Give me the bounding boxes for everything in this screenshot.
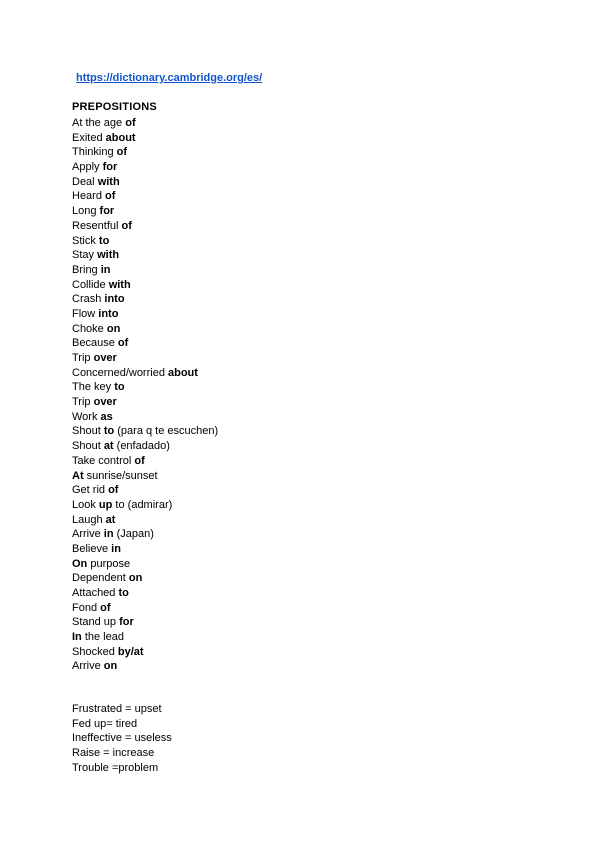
preposition-word: of — [121, 219, 132, 232]
phrase-text: Attached — [72, 587, 119, 599]
phrase-text: Arrive — [72, 660, 104, 673]
preposition-item — [72, 469, 218, 484]
preposition-word: of — [116, 146, 128, 159]
preposition-word: with — [108, 278, 131, 291]
phrase-text: (Japan) — [113, 528, 154, 541]
phrase-text: Bring — [72, 263, 101, 276]
preposition-item — [72, 204, 218, 219]
phrase-text: Work — [72, 410, 101, 423]
preposition-item — [72, 586, 218, 601]
phrase-text: the lead — [81, 631, 124, 644]
phrase-text: Shout — [72, 425, 104, 438]
phrase-text: Crash — [72, 293, 105, 306]
phrase-text: Dependent — [72, 572, 129, 585]
preposition-item — [72, 557, 218, 572]
preposition-word: to — [98, 234, 110, 247]
synonyms-list — [72, 702, 172, 775]
preposition-item — [72, 175, 218, 190]
preposition-item — [72, 234, 218, 249]
preposition-word: as — [100, 410, 113, 423]
preposition-word: up — [98, 498, 113, 511]
phrase-text: Exited — [72, 131, 106, 144]
preposition-item — [72, 307, 218, 322]
preposition-item — [72, 601, 218, 616]
preposition-word: about — [168, 366, 198, 379]
preposition-word: At — [72, 469, 84, 482]
preposition-item — [72, 160, 218, 175]
dictionary-link[interactable]: https://dictionary.cambridge.org/es/ — [76, 72, 263, 84]
phrase-text: Resentful — [72, 219, 122, 232]
preposition-word: into — [104, 293, 125, 306]
preposition-word: for — [102, 161, 118, 174]
preposition-word: on — [106, 322, 121, 335]
phrase-text: Apply — [72, 161, 103, 174]
phrase-text: Flow — [72, 307, 99, 320]
phrase-text: Thinking — [72, 146, 117, 159]
phrase-text: Fond — [72, 601, 101, 614]
preposition-item — [72, 336, 218, 351]
preposition-word: by/at — [117, 645, 144, 658]
phrase-text: At the age — [72, 117, 126, 129]
preposition-word: On — [72, 557, 88, 570]
preposition-item — [72, 351, 218, 366]
phrase-text: Get rid — [72, 484, 109, 497]
preposition-word: at — [103, 440, 114, 453]
preposition-word: In — [72, 631, 82, 644]
preposition-word: in — [103, 528, 114, 541]
preposition-item — [72, 615, 218, 630]
preposition-word: of — [100, 601, 111, 614]
preposition-item — [72, 131, 218, 146]
preposition-word: on — [103, 660, 118, 673]
preposition-item — [72, 145, 218, 160]
phrase-text: Deal — [72, 175, 98, 188]
preposition-item — [72, 263, 218, 278]
preposition-word: with — [97, 249, 120, 262]
phrase-text: to (admirar) — [112, 498, 173, 511]
phrase-text: Arrive — [72, 528, 104, 541]
phrase-text: Long — [72, 205, 100, 218]
preposition-item — [72, 571, 218, 586]
phrase-text: Shocked — [72, 645, 118, 658]
preposition-word: over — [93, 352, 117, 364]
synonym-item: Trouble =problem — [72, 761, 159, 774]
preposition-word: about — [105, 131, 136, 144]
preposition-item — [72, 292, 218, 307]
preposition-item — [72, 366, 218, 381]
preposition-item — [72, 116, 218, 131]
synonym-item: Fed up= tired — [72, 717, 138, 730]
phrase-text: Because — [72, 337, 118, 350]
preposition-word: of — [125, 117, 136, 129]
phrase-text: Concerned/worried — [72, 366, 168, 379]
preposition-word: in — [100, 263, 111, 276]
preposition-item — [72, 630, 218, 645]
preposition-item — [72, 542, 218, 557]
preposition-word: over — [93, 396, 117, 409]
preposition-item — [72, 410, 218, 425]
prepositions-list — [72, 116, 218, 674]
preposition-item — [72, 219, 218, 234]
preposition-item — [72, 498, 218, 513]
phrase-text: purpose — [87, 557, 131, 570]
phrase-text: Trip — [72, 396, 94, 409]
phrase-text: Stand up — [72, 616, 120, 629]
preposition-item — [72, 424, 218, 439]
preposition-word: of — [105, 190, 116, 203]
preposition-word: of — [108, 484, 119, 497]
preposition-item — [72, 527, 218, 542]
synonym-item: Raise = increase — [72, 747, 155, 760]
synonym-item: Ineffective = useless — [72, 732, 172, 745]
preposition-word: at — [105, 513, 116, 526]
preposition-word: in — [111, 542, 121, 555]
preposition-item — [72, 513, 218, 528]
phrase-text: Collide — [72, 278, 109, 291]
preposition-item — [72, 380, 218, 395]
preposition-item — [72, 454, 218, 469]
phrase-text: sunrise/sunset — [83, 469, 158, 482]
preposition-item — [72, 395, 218, 410]
phrase-text: Trip — [72, 352, 94, 364]
preposition-word: of — [134, 454, 145, 467]
preposition-word: on — [128, 572, 143, 585]
phrase-text: Heard — [72, 190, 106, 203]
phrase-text: The key — [72, 381, 115, 394]
phrase-text: Believe — [72, 542, 112, 555]
preposition-word: for — [119, 616, 134, 629]
preposition-item — [72, 278, 218, 293]
phrase-text: Shout — [72, 440, 104, 453]
preposition-word: to — [114, 381, 125, 394]
preposition-word: to — [103, 425, 115, 438]
preposition-item — [72, 483, 218, 498]
preposition-item — [72, 659, 218, 674]
preposition-word: with — [97, 175, 120, 188]
preposition-item — [72, 645, 218, 660]
prepositions-heading: PREPOSITIONS — [72, 101, 157, 113]
preposition-word: into — [98, 307, 119, 320]
preposition-item — [72, 439, 218, 454]
preposition-word: of — [117, 337, 129, 350]
phrase-text: Look — [72, 498, 99, 511]
phrase-text: Laugh — [72, 513, 106, 526]
phrase-text: (para q te escuchen) — [114, 425, 219, 438]
preposition-item — [72, 322, 218, 337]
phrase-text: Take control — [72, 454, 135, 467]
phrase-text: Choke — [72, 322, 107, 335]
preposition-item — [72, 248, 218, 263]
preposition-word: to — [118, 587, 129, 599]
phrase-text: (enfadado) — [113, 440, 170, 453]
synonym-item: Frustrated = upset — [72, 703, 162, 715]
phrase-text: Stay — [72, 249, 98, 262]
phrase-text: Stick — [72, 234, 99, 247]
preposition-item — [72, 189, 218, 204]
preposition-word: for — [99, 205, 115, 218]
